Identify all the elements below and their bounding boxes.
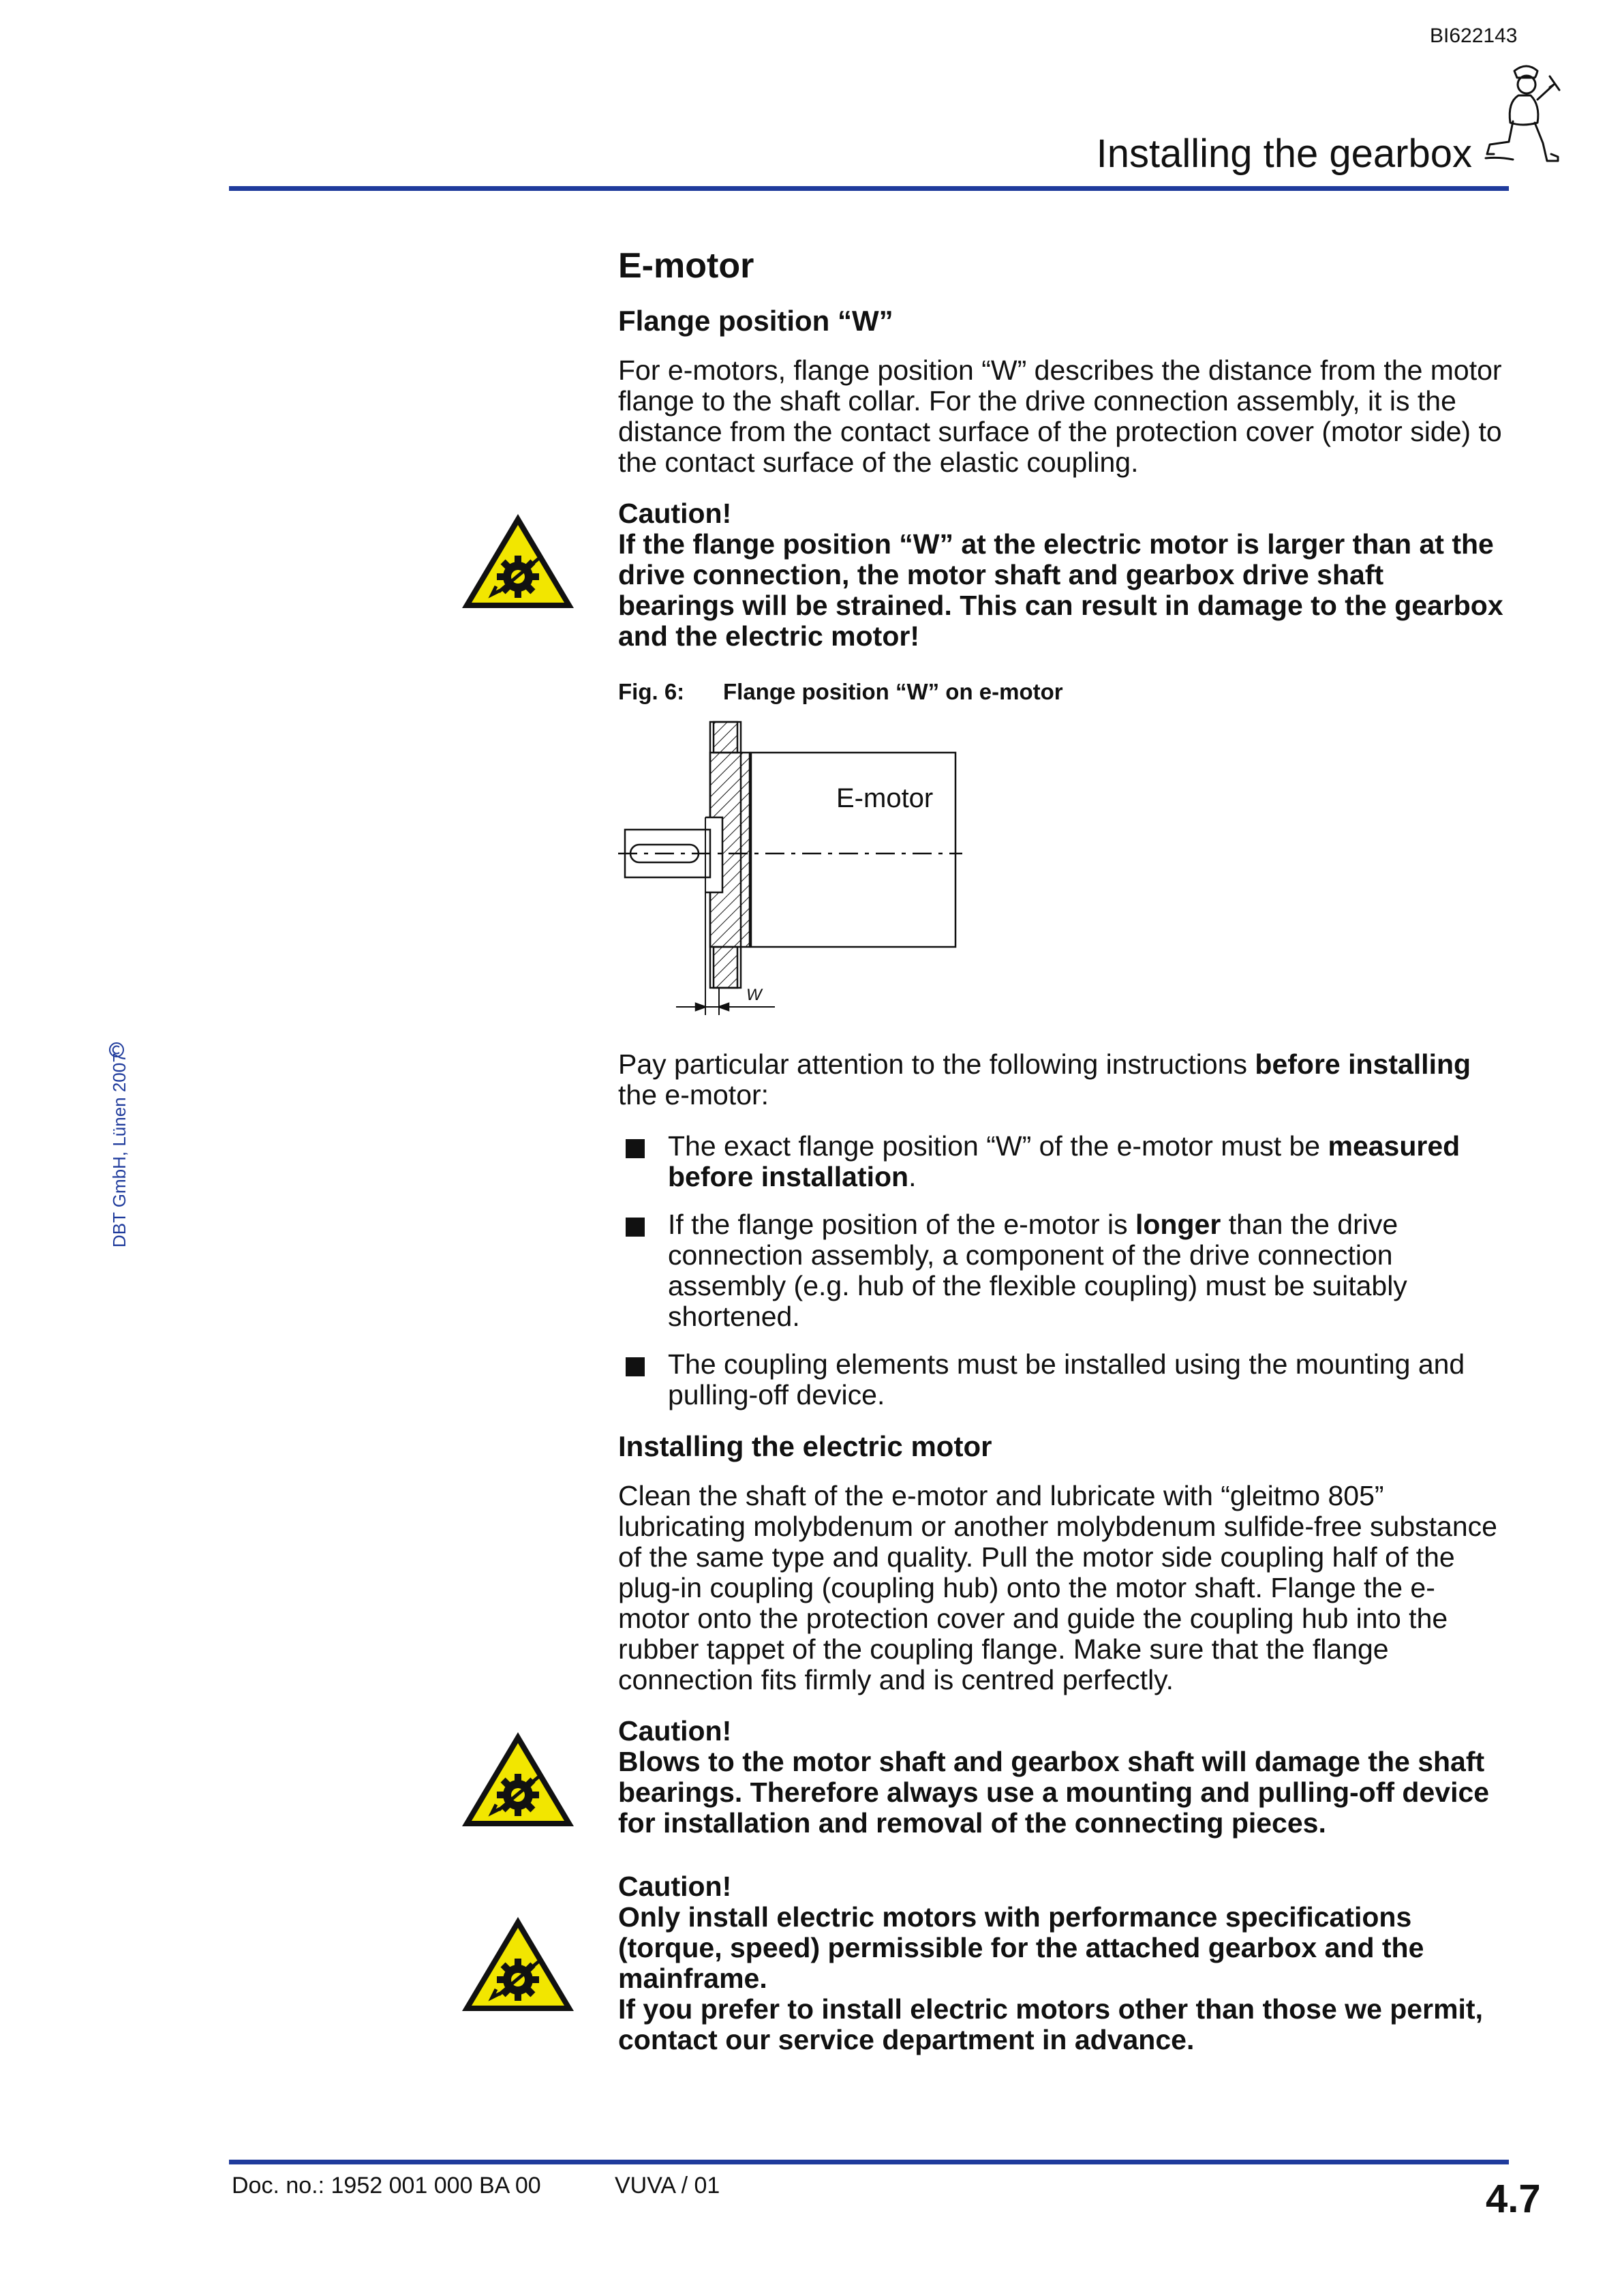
side-copyright <box>101 1036 142 1254</box>
document-id: BI622143 <box>1430 25 1518 47</box>
copyright-text: DBT GmbH, Lünen 2007 <box>109 1053 129 1248</box>
caution-text-2: If you prefer to install electric motors other than those we permit, contact our service department in advance. <box>618 1993 1483 2055</box>
caution-text: Only install electric motors with performance specifications (torque, speed) permissible for the attached gearbox and the mainframe. <box>618 1901 1424 1994</box>
caution-block-2 <box>618 1716 1504 1839</box>
caution-title: Caution! <box>618 1715 732 1747</box>
flange-paragraph: For e-motors, flange position “W” describes the distance from the motor flange to the shaft collar. For the drive connection assembly, it is the distance from the contact surface of the protection cover (motor side) to the contact surface of the elastic coupling. <box>618 354 1502 478</box>
figure-caption <box>618 676 1504 707</box>
list-item: The coupling elements must be installed using the mounting and pulling-off device. <box>618 1349 1504 1410</box>
section-title: Installing the gearbox <box>1096 132 1472 176</box>
header-rule <box>229 186 1509 191</box>
dimension-label: W <box>746 986 762 1004</box>
bullet-square-icon <box>626 1218 645 1237</box>
instruction-list <box>618 1131 1504 1410</box>
motor-body <box>751 753 955 947</box>
list-item: If the flange position of the e-motor is longer than the drive connection assembly, a component of the drive connection assembly (e.g. hub of the flexible coupling) must be suitably shortened. <box>618 1209 1504 1332</box>
bullet-square-icon <box>626 1357 645 1376</box>
page-number: 4.7 <box>1486 2177 1541 2221</box>
warning-gear-icon <box>458 510 578 612</box>
instructions-intro: Pay particular attention to the following instructions before installing the e-motor: <box>618 1048 1471 1111</box>
figure-title: Flange position “W” on e-motor <box>723 679 1063 704</box>
caution-title: Caution! <box>618 1871 732 1902</box>
doc-number: Doc. no.: 1952 001 000 BA 00 <box>232 2173 541 2199</box>
footer-rule <box>229 2160 1509 2164</box>
install-heading: Installing the electric motor <box>618 1430 992 1462</box>
install-paragraph: Clean the shaft of the e-motor and lubricate with “gleitmo 805” lubricating molybdenum or another molybdenum sulfide-free substance of the same type and quality. Pull the motor side coupling half of the plug-in coupling (coupling hub) onto the motor shaft. Flange the e-motor onto the protection cover and guide the coupling hub into the rubber tappet of the coupling flange. Make sure that the flange connection fits firmly and is centred perfectly. <box>618 1480 1497 1695</box>
caution-text: If the flange position “W” at the electric motor is larger than at the drive connection, the motor shaft and gearbox drive shaft bearings will be strained. This can result in damage to the gearbox and the electric motor! <box>618 528 1503 652</box>
motor-label: E-motor <box>836 783 934 813</box>
caution-title: Caution! <box>618 498 732 529</box>
list-item: The exact flange position “W” of the e-motor must be measured before installation. <box>618 1131 1504 1192</box>
caution-block-1 <box>618 498 1504 652</box>
version: VUVA / 01 <box>615 2173 720 2199</box>
bullet-square-icon <box>626 1139 645 1158</box>
figure-number: Fig. 6: <box>618 679 685 704</box>
main-content <box>618 245 1504 2080</box>
worker-icon <box>1479 56 1574 179</box>
page-heading: E-motor <box>618 246 754 286</box>
flange-heading: Flange position “W” <box>618 305 893 337</box>
warning-gear-icon <box>458 1913 578 2015</box>
warning-gear-icon <box>458 1728 578 1830</box>
caution-text: Blows to the motor shaft and gearbox shaft will damage the shaft bearings. Therefore always use a mounting and pulling-off device for installation and removal of the connecting pieces. <box>618 1746 1490 1839</box>
flange-diagram <box>618 715 1054 1022</box>
caution-block-3 <box>618 1871 1504 2055</box>
